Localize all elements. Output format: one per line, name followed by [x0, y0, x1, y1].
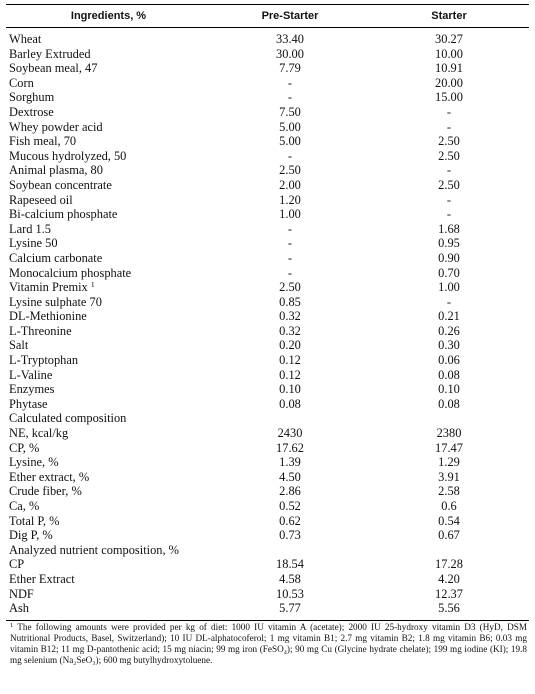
starter-value — [369, 411, 529, 426]
ingredient-label: Sorghum — [9, 90, 55, 105]
ingredient-name — [6, 105, 211, 120]
table-row — [6, 382, 529, 397]
table-row — [6, 441, 529, 456]
starter-value: - — [446, 192, 452, 207]
table-row — [6, 601, 529, 620]
ingredient-label: L-Valine — [9, 367, 53, 382]
table-row — [6, 28, 529, 47]
ingredient-label: L-Threonine — [9, 323, 72, 338]
ingredient-name — [6, 90, 211, 105]
table-row — [6, 90, 529, 105]
pre-starter-value: 5.00 — [279, 119, 301, 134]
ingredient-label: Animal plasma, 80 — [9, 163, 103, 178]
pre-starter-value: 2.50 — [279, 163, 301, 178]
table-row — [6, 484, 529, 499]
pre-starter-value: 5.00 — [279, 134, 301, 149]
ingredient-name — [6, 280, 211, 295]
ingredient-label: CP, % — [9, 440, 40, 455]
table-row — [6, 76, 529, 91]
ingredient-label: Corn — [9, 75, 34, 90]
pre-starter-value: 7.50 — [279, 104, 301, 119]
ingredient-label: Fish meal, 70 — [9, 134, 77, 149]
pre-starter-value: 1.00 — [279, 207, 301, 222]
ingredient-name — [6, 309, 211, 324]
pre-starter-value: 10.53 — [276, 586, 304, 601]
pre-starter-value: 0.62 — [279, 513, 301, 528]
pre-starter-value — [211, 543, 369, 558]
ingredient-label: Ca, % — [9, 499, 40, 513]
starter-value: 0.08 — [438, 396, 460, 411]
pre-starter-value: 0.32 — [279, 323, 301, 338]
ingredient-name — [6, 163, 211, 178]
ingredient-name — [6, 470, 211, 485]
ingredient-name — [6, 324, 211, 339]
ingredient-name — [6, 178, 211, 193]
ingredient-label: Soybean meal, 47 — [9, 61, 98, 76]
starter-value: 2.50 — [438, 148, 460, 163]
table-row — [6, 236, 529, 251]
ingredient-label: Mucous hydrolyzed, 50 — [9, 148, 127, 163]
pre-starter-value: 2.50 — [279, 280, 301, 295]
ingredient-label: Lysine sulphate 70 — [9, 294, 102, 309]
table-row — [6, 572, 529, 587]
ingredient-name — [6, 484, 211, 499]
table-row — [6, 470, 529, 485]
ingredient-name — [6, 411, 211, 426]
ingredient-name — [6, 236, 211, 251]
table-row — [6, 324, 529, 339]
starter-value: - — [446, 163, 452, 178]
ingredient-label: Dextrose — [9, 104, 54, 119]
ingredient-name — [6, 120, 211, 135]
ingredient-label: Bi-calcium phosphate — [9, 207, 118, 222]
table-row — [6, 368, 529, 383]
pre-starter-value: - — [287, 90, 293, 105]
ingredient-name — [6, 543, 211, 558]
table-row — [6, 353, 529, 368]
ingredient-name — [6, 572, 211, 587]
ingredient-name — [6, 76, 211, 91]
table-row — [6, 47, 529, 62]
pre-starter-value — [211, 411, 369, 426]
ingredient-label: Salt — [9, 338, 29, 353]
starter-value: - — [446, 119, 452, 134]
ingredient-name — [6, 455, 211, 470]
table-row — [6, 411, 529, 426]
ingredient-label: Dig P, % — [9, 528, 53, 543]
ingredient-label: Calculated composition — [9, 411, 127, 426]
starter-value: 1.29 — [438, 455, 460, 470]
ingredient-name — [6, 514, 211, 529]
header-ingredients: Ingredients, % — [6, 5, 211, 28]
footnote — [6, 621, 529, 667]
starter-value: 0.6 — [441, 499, 457, 513]
table-row — [6, 266, 529, 281]
starter-value: 0.30 — [438, 338, 460, 353]
pre-starter-value: 30.00 — [276, 46, 304, 61]
ingredient-label: DL-Methionine — [9, 309, 87, 324]
ingredient-label: Crude fiber, % — [9, 484, 82, 499]
ingredient-label: Wheat — [9, 32, 42, 46]
table-row — [6, 280, 529, 295]
ingredient-name — [6, 587, 211, 602]
pre-starter-value: 5.77 — [211, 601, 369, 620]
ingredients-table — [6, 4, 529, 621]
ingredient-label: Lard 1.5 — [9, 221, 51, 236]
pre-starter-value: 18.54 — [276, 557, 304, 572]
pre-starter-value: 0.20 — [279, 338, 301, 353]
ingredient-name — [6, 222, 211, 237]
pre-starter-value: 0.52 — [279, 499, 301, 513]
ingredient-name — [6, 353, 211, 368]
pre-starter-value: 4.50 — [279, 469, 301, 484]
pre-starter-value: 7.79 — [279, 61, 301, 76]
starter-value: 10.00 — [435, 46, 463, 61]
ingredient-name — [6, 601, 211, 620]
starter-value: 0.10 — [438, 382, 460, 397]
ingredient-name — [6, 47, 211, 62]
pre-starter-value: 4.58 — [279, 571, 301, 586]
ingredient-label: Ether extract, % — [9, 469, 90, 484]
table-row — [6, 251, 529, 266]
ingredient-label: Ether Extract — [9, 571, 75, 586]
ingredient-label: L-Tryptophan — [9, 353, 79, 368]
starter-value: 0.21 — [438, 309, 460, 324]
ingredient-label: CP — [9, 557, 25, 572]
table-row — [6, 499, 529, 514]
table-row — [6, 120, 529, 135]
pre-starter-value: 1.20 — [279, 192, 301, 207]
header-row — [6, 5, 529, 28]
ingredient-name — [6, 382, 211, 397]
starter-value: 5.56 — [369, 601, 529, 620]
pre-starter-value: 0.10 — [279, 382, 301, 397]
starter-value: 20.00 — [435, 75, 463, 90]
header-pre-starter: Pre-Starter — [211, 5, 369, 28]
starter-value: 15.00 — [435, 90, 463, 105]
ingredient-name — [6, 397, 211, 412]
starter-value — [369, 543, 529, 558]
table-body — [6, 28, 529, 621]
ingredient-label: Calcium carbonate — [9, 250, 103, 265]
pre-starter-value: 1.39 — [279, 455, 301, 470]
ingredient-label: Ash — [9, 601, 29, 616]
pre-starter-value: 0.12 — [279, 367, 301, 382]
ingredient-label: Vitamin Premix — [9, 280, 88, 295]
starter-value: 0.06 — [438, 353, 460, 368]
table-row — [6, 338, 529, 353]
starter-value: 2.50 — [438, 177, 460, 192]
starter-value: - — [446, 104, 452, 119]
ingredient-name — [6, 28, 211, 47]
pre-starter-value: 0.12 — [279, 353, 301, 368]
table-row — [6, 455, 529, 470]
footnote-ref: 1 — [90, 280, 95, 290]
pre-starter-value: 2430 — [277, 426, 303, 441]
starter-value: 3.91 — [438, 469, 460, 484]
pre-starter-value: 17.62 — [276, 440, 304, 455]
ingredient-name — [6, 207, 211, 222]
table-row — [6, 514, 529, 529]
starter-value: 1.00 — [438, 280, 460, 295]
table-row — [6, 543, 529, 558]
pre-starter-value: 0.85 — [279, 294, 301, 309]
table-row — [6, 163, 529, 178]
pre-starter-value: - — [287, 265, 293, 280]
starter-value: 0.70 — [438, 265, 460, 280]
table-row — [6, 105, 529, 120]
starter-value: 0.08 — [438, 367, 460, 382]
ingredient-label: Lysine 50 — [9, 236, 58, 251]
ingredient-label: NE, kcal/kg — [9, 426, 69, 441]
ingredient-label: NDF — [9, 586, 34, 601]
footnote-text: The following amounts were provided per kg of diet: 1000 IU vitamin A (acetate); 2000 IU 25-hydroxy vitamin D3 (HyD, DSM Nutritional Products, Basel, Switzerland); 10 IU DL-alphatocoferol; 1 mg vitamin B1; 2.7 mg vitamin B2; 1.8 mg vitamin B6; 0.03 mg vitamin B12; 11 mg D-pantothenic acid; 15 mg niacin; 99 mg iron (FeSO₄); 90 mg Cu (Glycine hydrate chelate); 199 mg iodine (KI); 19.8 mg selenium (Na₂SeO₃); 600 mg butylhydroxytoluene. — [10, 621, 527, 666]
ingredient-name — [6, 266, 211, 281]
document — [6, 4, 529, 667]
table-row — [6, 528, 529, 543]
starter-value: 2.58 — [438, 484, 460, 499]
starter-value: - — [446, 207, 452, 222]
ingredient-name — [6, 557, 211, 572]
starter-value: 12.37 — [435, 586, 463, 601]
pre-starter-value: - — [287, 75, 293, 90]
pre-starter-value: 0.73 — [279, 528, 301, 543]
pre-starter-value: - — [287, 148, 293, 163]
table-row — [6, 426, 529, 441]
table-row — [6, 557, 529, 572]
ingredient-name — [6, 338, 211, 353]
table-row — [6, 149, 529, 164]
starter-value: 17.47 — [435, 440, 463, 455]
pre-starter-value: - — [287, 221, 293, 236]
starter-value: 1.68 — [438, 221, 460, 236]
pre-starter-value: - — [287, 236, 293, 251]
ingredient-name — [6, 441, 211, 456]
ingredient-name — [6, 295, 211, 310]
table-row — [6, 61, 529, 76]
starter-value: 2380 — [436, 426, 462, 441]
ingredient-label: Rapeseed oil — [9, 192, 73, 207]
pre-starter-value: 2.86 — [279, 484, 301, 499]
table-row — [6, 222, 529, 237]
table-row — [6, 309, 529, 324]
ingredient-name — [6, 528, 211, 543]
ingredient-name — [6, 61, 211, 76]
table-row — [6, 295, 529, 310]
starter-value: 0.26 — [438, 323, 460, 338]
starter-value: 30.27 — [435, 32, 463, 46]
ingredient-label: Monocalcium phosphate — [9, 265, 132, 280]
pre-starter-value: 33.40 — [276, 32, 304, 46]
starter-value: - — [446, 294, 452, 309]
starter-value: 0.95 — [438, 236, 460, 251]
ingredient-label: Total P, % — [9, 513, 60, 528]
starter-value: 0.90 — [438, 250, 460, 265]
starter-value: 0.67 — [438, 528, 460, 543]
ingredient-name — [6, 499, 211, 514]
table-row — [6, 207, 529, 222]
footnote-marker: 1 — [10, 621, 14, 629]
starter-value: 0.54 — [438, 513, 460, 528]
table-row — [6, 193, 529, 208]
header-starter: Starter — [369, 5, 529, 28]
ingredient-name — [6, 134, 211, 149]
ingredient-label: Soybean concentrate — [9, 177, 112, 192]
ingredient-label: Barley Extruded — [9, 46, 91, 61]
ingredient-label: Enzymes — [9, 382, 55, 397]
pre-starter-value: 0.08 — [279, 396, 301, 411]
pre-starter-value: 2.00 — [279, 177, 301, 192]
pre-starter-value: 0.32 — [279, 309, 301, 324]
starter-value: 17.28 — [435, 557, 463, 572]
ingredient-label: Analyzed nutrient composition, % — [9, 542, 179, 557]
ingredient-label: Lysine, % — [9, 455, 59, 470]
starter-value: 4.20 — [438, 571, 460, 586]
pre-starter-value: - — [287, 250, 293, 265]
ingredient-name — [6, 193, 211, 208]
ingredient-name — [6, 251, 211, 266]
starter-value: 2.50 — [438, 134, 460, 149]
table-row — [6, 587, 529, 602]
starter-value: 10.91 — [435, 61, 463, 76]
table-row — [6, 134, 529, 149]
ingredient-name — [6, 149, 211, 164]
ingredient-name — [6, 426, 211, 441]
table-row — [6, 397, 529, 412]
ingredient-label: Whey powder acid — [9, 119, 103, 134]
table-row — [6, 178, 529, 193]
ingredient-label: Phytase — [9, 396, 48, 411]
ingredient-name — [6, 368, 211, 383]
